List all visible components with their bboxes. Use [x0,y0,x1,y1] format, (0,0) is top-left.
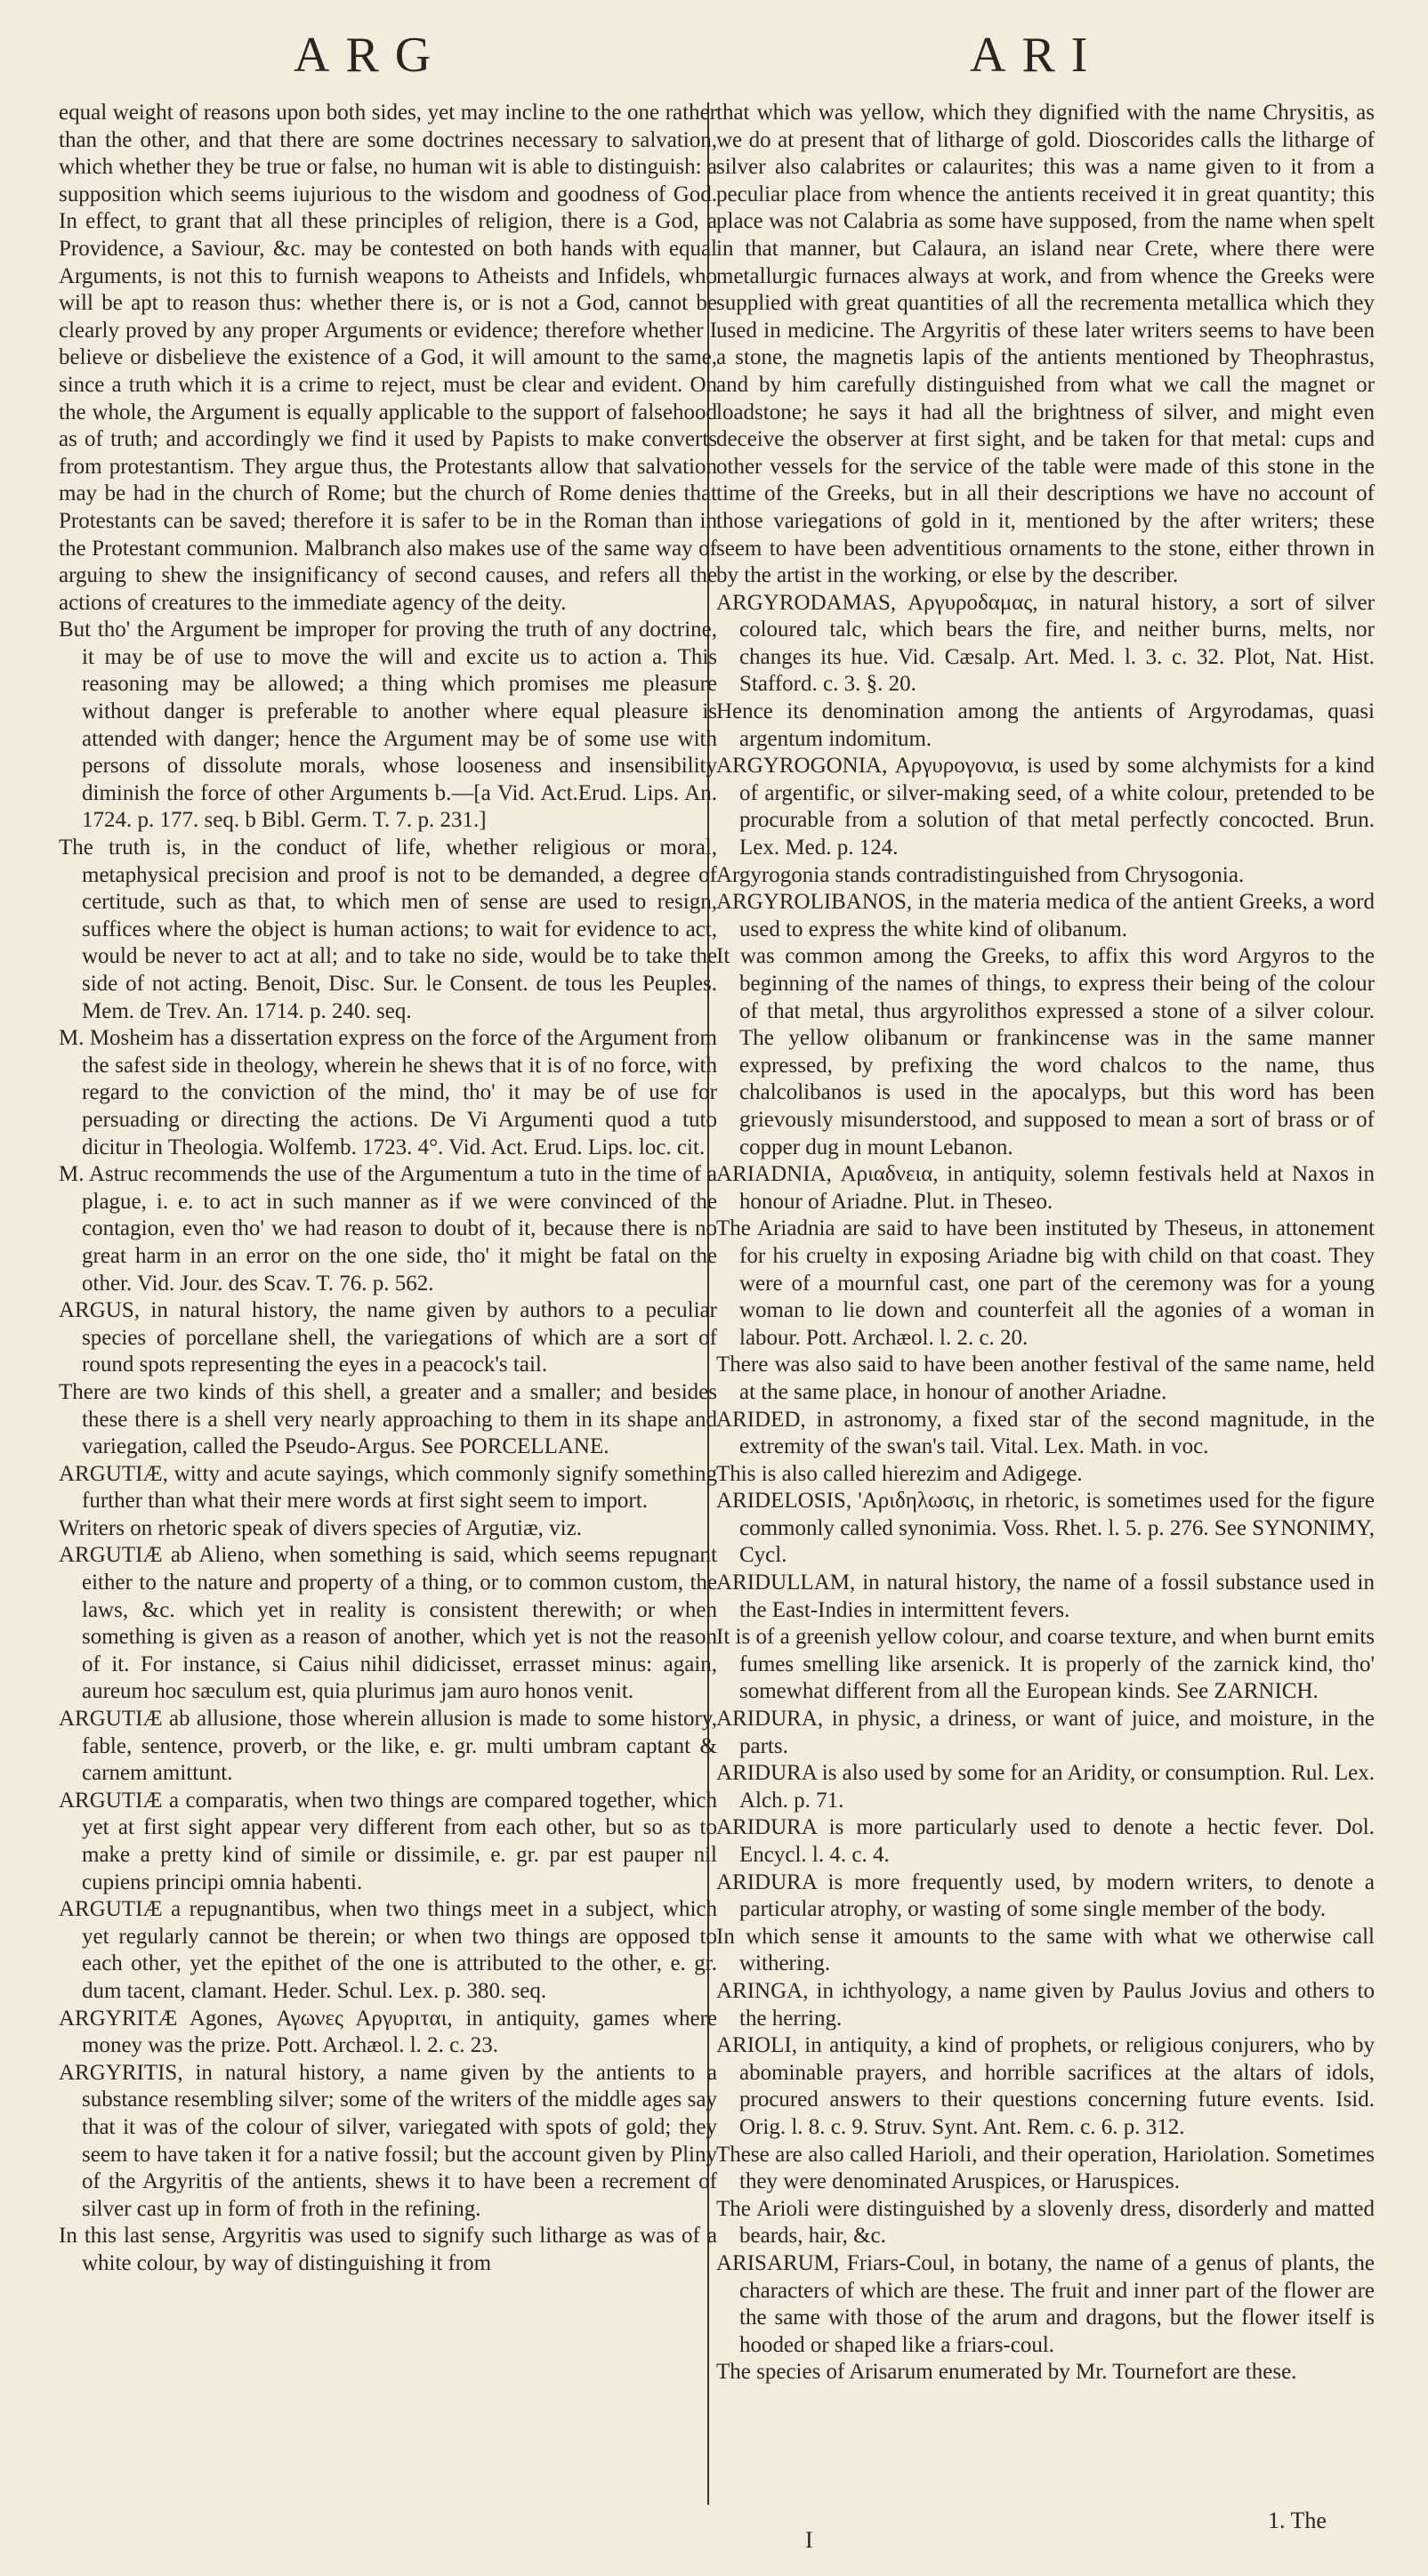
paragraph: ARISARUM, Friars-Coul, in botany, the name of a genus of plants, the characters of which are these. The fruit and inner part of the flower are the same with those of the arum and dragons, but the flower itself is hooded or shaped like a friars-coul. [716,2250,1375,2357]
paragraph: ARGUTIÆ, witty and acute sayings, which commonly signify something further than what their mere words at first sight seem to import. [59,1461,717,1514]
paragraph: equal weight of reasons upon both sides, yet may incline to the one rather than the other, and that there are some doctrines necessary to salvation, which whether they be true or false, no human wit is able to distinguish: a supposition which seems iujurious to the wisdom and goodness of God. In effect, to grant that all these principles of religion, there is a God, a Providence, a Saviour, &c. may be contested on both hands with equal Arguments, is not this to furnish weapons to Atheists and Infidels, who will be apt to reason thus: whether there is, or is not a God, cannot be clearly proved by any proper Arguments or evidence; therefore whether I believe or disbelieve the existence of a God, it will amount to the same, since a truth which it is a crime to reject, must be clear and evident. On the whole, the Argument is equally applicable to the support of falsehood as of truth; and accordingly we find it used by Papists to make converts from protestantism. They argue thus, the Protestants allow that salvation may be had in the church of Rome; but the church of Rome denies that Protestants can be saved; therefore it is safer to be in the Roman than in the Protestant communion. Malbranch also makes use of the same way of arguing to shew the insignificancy of second causes, and refers all the actions of creatures to the immediate agency of the deity. [59,101,717,615]
left-column [59,100,717,2278]
paragraph: There are two kinds of this shell, a greater and a smaller; and besides these there is a shell very nearly approaching to them in its shape and variegation, called the Pseudo-Argus. See PORCELLANE. [59,1379,717,1459]
paragraph: These are also called Harioli, and their operation, Hariolation. Sometimes they were denominated Aruspices, or Haruspices. [716,2142,1375,2194]
paragraph: In this last sense, Argyritis was used to signify such litharge as was of a white colour, by way of distinguishing it from [59,2224,717,2275]
paragraph: ARIDULLAM, in natural history, the name of a fossil substance used in the East-Indies in intermittent fevers. [716,1571,1375,1622]
paragraph: Writers on rhetoric speak of divers species of Argutiæ, viz. [59,1515,582,1540]
paragraph: ARGUTIÆ ab Alieno, when something is said, which seems repugnant either to the nature and property of a thing, or to common custom, the laws, &c. which yet in reality is consistent therewith; or when something is given as a reason of another, which yet is not the reason of it. For instance, si Caius nihil didicisset, errasset minus: again, aureum hoc sæculum est, quia plurimus jam auro honos venit. [59,1543,717,1704]
paragraph: ARIDURA is also used by some for an Aridity, or consumption. Rul. Lex. Alch. p. 71. [716,1761,1375,1813]
paragraph: The Ariadnia are said to have been instituted by Theseus, in attonement for his cruelty in exposing Ariadne big with child on that coast. They were of a mournful cast, one part of the ceremony was for a young woman to lie down and counterfeit all the agonies of a woman in labour. Pott. Archæol. l. 2. c. 20. [716,1216,1375,1350]
paragraph: ARGYRODAMAS, Αργυροδαμας, in natural history, a sort of silver coloured talc, which bears the fire, and neither burns, melts, nor changes its hue. Vid. Cæsalp. Art. Med. l. 3. c. 32. Plot, Nat. Hist. Stafford. c. 3. §. 20. [716,590,1375,697]
paragraph: The truth is, in the conduct of life, whether religious or moral, metaphysical precision and proof is not to be demanded, a degree of certitude, such as that, to which men of sense are used to resign, suffices where the object is human actions; to wait for evidence to act, would be never to act at all; and to take no side, would be to take the side of not acting. Benoit, Disc. Sur. le Consent. de tous les Peuples. Mem. de Trev. An. 1714. p. 240. seq. [59,836,717,1023]
paragraph: ARGYROGONIA, Αργυρογονια, is used by some alchymists for a kind of argentific, or silver-making seed, of a white colour, pretended to be procurable from a solution of that metal perfectly concocted. Brun. Lex. Med. p. 124. [716,754,1375,860]
paragraph: This is also called hierezim and Adigege. [716,1461,1083,1486]
paragraph: ARGYROLIBANOS, in the materia medica of the antient Greeks, a word used to express the white kind of olibanum. [716,890,1375,941]
paragraph: Hence its denomination among the antients of Argyrodamas, quasi argentum indomitum. [716,699,1375,751]
paragraph: ARGYRITÆ Agones, Αγωνες Αργυριται, in antiquity, games where money was the prize. Pott. Archæol. l. 2. c. 23. [59,2006,717,2058]
paragraph: ARIDURA is more particularly used to denote a hectic fever. Dol. Encycl. l. 4. c. 4. [716,1815,1375,1867]
signature-mark: I [805,2527,813,2553]
paragraph: ARINGA, in ichthyology, a name given by Paulus Jovius and others to the herring. [716,1978,1375,2031]
paragraph: It is of a greenish yellow colour, and coarse texture, and when burnt emits fumes smelling like arsenick. It is properly of the zarnick kind, tho' somewhat different from all the European kinds. See ZARNICH. [716,1625,1375,1704]
right-column [716,100,1375,2386]
paragraph: Argyrogonia stands contradistinguished from Chrysogonia. [716,862,1245,887]
paragraph: ARIOLI, in antiquity, a kind of prophets, or religious conjurers, who by abominable prayers, and horrible sacrifices at the altars of idols, procured answers to their questions concerning future events. Isid. Orig. l. 8. c. 9. Struv. Synt. Ant. Rem. c. 6. p. 312. [716,2033,1375,2139]
paragraph: ARIDELOSIS, 'Αριδηλωσις, in rhetoric, is sometimes used for the figure commonly called synonimia. Voss. Rhet. l. 5. p. 276. See SYNONIMY, Cycl. [716,1489,1375,1568]
paragraph: that which was yellow, which they dignified with the name Chrysitis, as we do at present that of litharge of gold. Dioscorides calls the litharge of silver also calabrites or calaurites; this was a name given to it from a peculiar place from whence the antients received it in great quantity; this place was not Calabria as some have supposed, from the name when spelt in that manner, but Calaura, an island near Crete, where there were metallurgic furnaces always at work, and from whence the Greeks were supplied with great quantities of all the recrementa metallica which they used in medicine. The Argyritis of these later writers seems to have been a stone, the magnetis lapis of the antients mentioned by Theophrastus, and by him carefully distinguished from what we call the magnet or loadstone; he says it had all the brightness of silver, and might even deceive the observer at first sight, and be taken for that metal: cups and other vessels for the service of the table were made of this stone in the time of the Greeks, but in all their descriptions we have no account of those variegations of gold in it, mentioned by the after writers; these seem to have been adventitious ornaments to the stone, either thrown in by the artist in the working, or else by the describer. [716,101,1375,588]
paragraph: ARGYRITIS, in natural history, a name given by the antients to a substance resembling silver; some of the writers of the middle ages say that it was of the colour of silver, variegated with spots of gold; they seem to have taken it for a native fossil; but the account given by Pliny of the Argyritis of the antients, shews it to have been a recrement of silver cast up in form of froth in the refining. [59,2060,717,2221]
catchword: 1. The [1268,2507,1327,2533]
paragraph: There was also said to have been another festival of the same name, held at the same place, in honour of another Ariadne. [716,1353,1375,1404]
paragraph: ARIDED, in astronomy, a fixed star of the second magnitude, in the extremity of the swan's tail. Vital. Lex. Math. in voc. [716,1407,1375,1459]
paragraph: ARGUTIÆ ab allusione, those wherein allusion is made to some history, fable, sentence, proverb, or the like, e. gr. multi umbram captant & carnem amittunt. [59,1707,717,1786]
paragraph: ARGUS, in natural history, the name given by authors to a peculiar species of porcellane shell, the variegations of which are a sort of round spots representing the eyes in a peacock's tail. [59,1298,717,1377]
paragraph: ARIDURA, in physic, a driness, or want of juice, and moisture, in the parts. [716,1707,1375,1758]
paragraph: But tho' the Argument be improper for proving the truth of any doctrine, it may be of use to move the will and excite us to action a. This reasoning may be allowed; a thing which promises me pleasure without danger is preferable to another where equal pleasure is attended with danger; hence the Argument may be of some use with persons of dissolute morals, whose looseness and insensibility diminish the force of other Arguments b.—[a Vid. Act.Erud. Lips. An. 1724. p. 177. seq. b Bibl. Germ. T. 7. p. 231.] [59,618,717,833]
paragraph: ARIADNIA, Αριαδνεια, in antiquity, solemn festivals held at Naxos in honour of Ariadne. Plut. in Theseo. [716,1162,1375,1214]
paragraph: ARGUTIÆ a repugnantibus, when two things meet in a subject, which yet regularly cannot be therein; or when two things are opposed to each other, yet the epithet of the one is attributed to the other, e. gr. dum tacent, clamant. Heder. Schul. Lex. p. 380. seq. [59,1897,717,2003]
paragraph: ARIDURA is more frequently used, by modern writers, to denote a particular atrophy, or wasting of some single member of the body. [716,1869,1375,1922]
paragraph: The species of Arisarum enumerated by Mr. Tournefort are these. [716,2360,1297,2385]
running-head-left: ARG [294,28,448,83]
paragraph: M. Astruc recommends the use of the Argumentum a tuto in the time of a plague, i. e. to act in such manner as if we were convinced of the contagion, even tho' we had reason to doubt of it, because there is no great harm in an error on the one side, tho' it might be fatal on the other. Vid. Jour. des Scav. T. 76. p. 562. [59,1162,717,1296]
running-head-right: ARI [970,28,1104,83]
paragraph: M. Mosheim has a dissertation express on the force of the Argument from the safest side in theology, wherein he shews that it is of no force, with regard to the conviction of the mind, tho' it may be of use for persuading or directing the actions. De Vi Argumenti quod a tuto dicitur in Theologia. Wolfemb. 1723. 4°. Vid. Act. Erud. Lips. loc. cit. [59,1026,717,1159]
paragraph: ARGUTIÆ a comparatis, when two things are compared together, which yet at first sight appear very different from each other, but so as to make a pretty kind of simile or dissimile, e. gr. par est pauper nil cupiens principi omnia habenti. [59,1788,717,1894]
paragraph: The Arioli were distinguished by a slovenly dress, disorderly and matted beards, hair, &c. [716,2196,1375,2249]
paragraph: In which sense it amounts to the same with what we otherwise call withering. [716,1924,1375,1976]
paragraph: It was common among the Greeks, to affix this word Argyros to the beginning of the names of things, to express their being of the colour of that metal, thus argyrolithos expressed a stone of a silver colour. The yellow olibanum or frankincense was in the same manner expressed, by prefixing the word chalcos to the name, thus chalcolibanos is used in the apocalyps, but this word has been grievously misunderstood, and supposed to mean a sort of brass or of copper dug in mount Lebanon. [716,944,1375,1159]
